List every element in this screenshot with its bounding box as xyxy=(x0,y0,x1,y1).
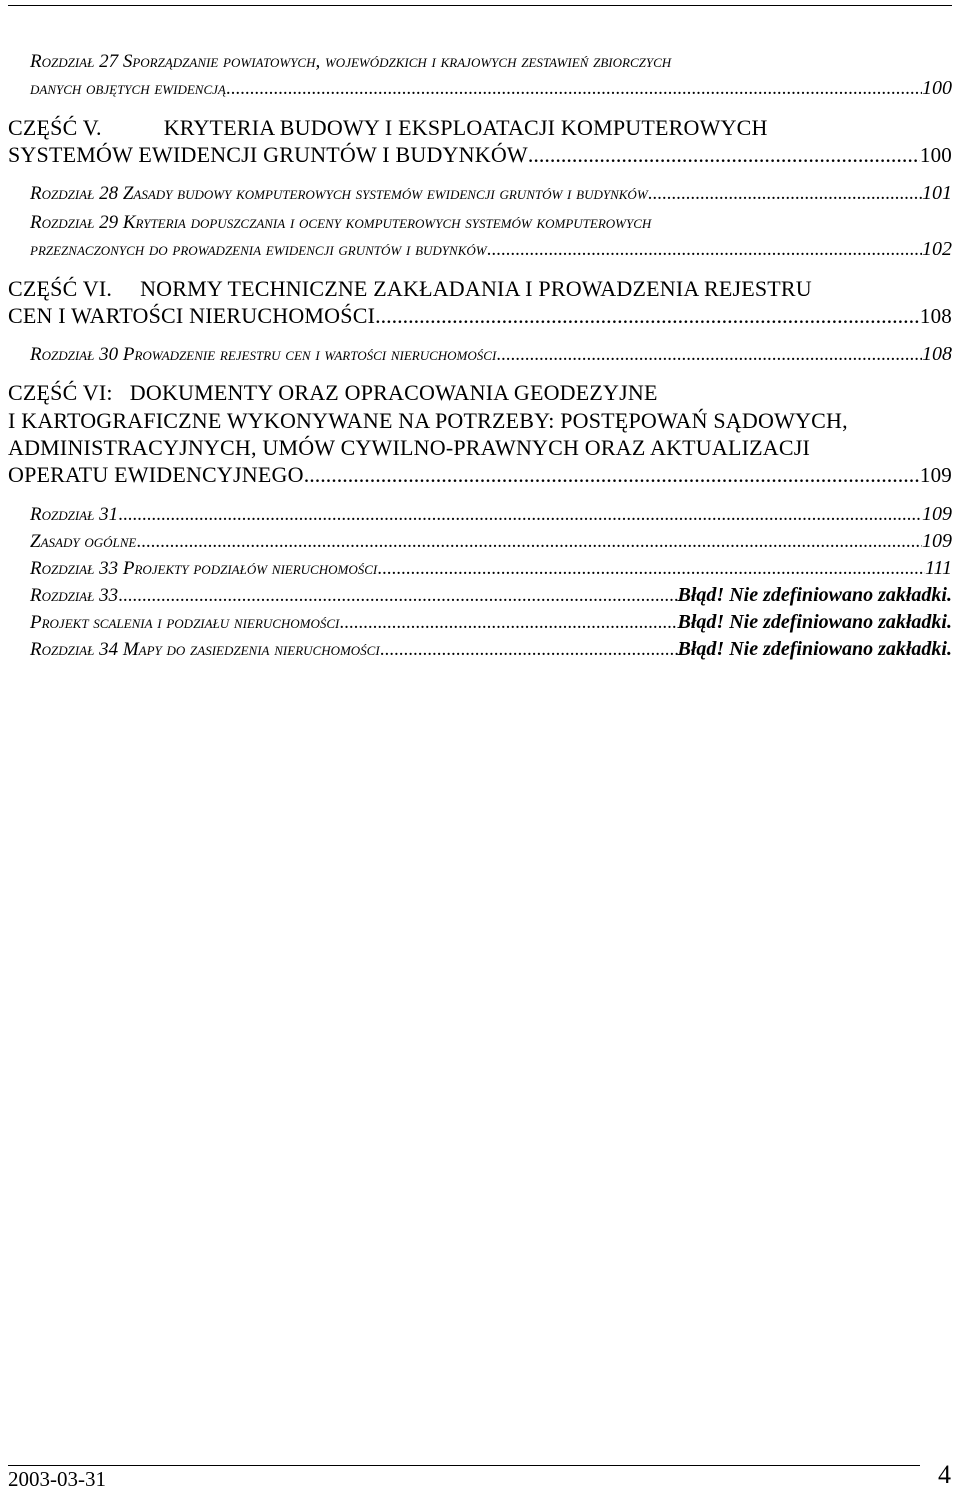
toc-entry-r33a-title: Rozdział 33 Projekty podziałów nieruchomości xyxy=(30,558,378,579)
toc-entry-r29-line1[interactable]: Rozdział 29 Kryteria dopuszczania i oceny komputerowych systemów komputerowych xyxy=(30,212,652,233)
toc-part-vi-line1[interactable] xyxy=(8,276,812,302)
toc-entry-r30-title: Rozdział 30 Prowadzenie rejestru cen i wartości nieruchomości xyxy=(30,344,497,365)
page-number: 100 xyxy=(922,77,952,99)
dot-leader xyxy=(118,504,922,527)
dot-leader xyxy=(136,531,922,554)
toc-entry-zasady[interactable] xyxy=(30,530,952,554)
dot-leader xyxy=(496,344,922,367)
toc-part-vi-line2: CEN I WARTOŚCI NIERUCHOMOŚCI xyxy=(8,303,376,328)
page-number: 109 xyxy=(919,463,952,487)
toc-entry-r30[interactable] xyxy=(30,343,952,367)
page-number: 102 xyxy=(922,238,952,260)
part-title: KRYTERIA BUDOWY I EKSPLOATACJI KOMPUTEROWYCH xyxy=(163,115,768,140)
toc-entry-projekt[interactable] xyxy=(30,611,952,635)
part-label: CZĘŚĆ V. xyxy=(8,115,102,140)
toc-entry-zasady-title: Zasady ogólne xyxy=(30,531,137,552)
dot-leader xyxy=(375,303,920,329)
page-number: 101 xyxy=(922,182,952,204)
dot-leader xyxy=(304,462,920,488)
toc-part-v-line1[interactable] xyxy=(8,115,768,141)
page-number: 109 xyxy=(922,530,952,552)
toc-entry-projekt-title: Projekt scalenia i podziału nieruchomości xyxy=(30,612,340,633)
bookmark-error: Błąd! Nie zdefiniowano zakładki. xyxy=(677,584,952,606)
toc-entry-r27-line1[interactable]: Rozdział 27 Sporządzanie powiatowych, wojewódzkich i krajowych zestawień zbiorczych xyxy=(30,51,672,72)
toc-part-vi[interactable] xyxy=(8,303,952,329)
dot-leader xyxy=(339,612,677,635)
toc-entry-r33b[interactable] xyxy=(30,584,952,608)
page-number: 109 xyxy=(922,503,952,525)
page-number: 108 xyxy=(922,343,952,365)
toc-entry-r27[interactable] xyxy=(30,77,952,101)
toc-entry-r33a[interactable] xyxy=(30,557,952,581)
toc-entry-r34[interactable] xyxy=(30,638,952,662)
top-rule xyxy=(8,5,952,6)
toc-part-v-line2: SYSTEMÓW EWIDENCJI GRUNTÓW I BUDYNKÓW xyxy=(8,142,528,167)
toc-entry-r34-title: Rozdział 34 Mapy do zasiedzenia nieruchomości xyxy=(30,639,380,660)
toc-part-vi-b-line4: OPERATU EWIDENCYJNEGO xyxy=(8,462,304,487)
part-label: CZĘŚĆ VI. xyxy=(8,276,113,301)
toc-entry-r27-line2: danych objętych ewidencją xyxy=(30,78,226,99)
dot-leader xyxy=(118,585,677,608)
toc-entry-r28[interactable] xyxy=(30,182,952,206)
toc-part-vi-b-line2[interactable]: I KARTOGRAFICZNE WYKONYWANE NA POTRZEBY: POSTĘPOWAŃ SĄDOWYCH, xyxy=(8,408,848,433)
toc-entry-r29-line2: przeznaczonych do prowadzenia ewidencji gruntów i budynków xyxy=(30,239,487,260)
toc-entry-r29[interactable] xyxy=(30,238,952,262)
dot-leader xyxy=(226,78,922,101)
toc-part-vi-b[interactable] xyxy=(8,462,952,488)
bookmark-error: Błąd! Nie zdefiniowano zakładki. xyxy=(677,638,952,660)
page-number: 111 xyxy=(924,557,952,579)
bookmark-error: Błąd! Nie zdefiniowano zakładki. xyxy=(677,611,952,633)
dot-leader xyxy=(487,239,922,262)
footer-date: 2003-03-31 xyxy=(8,1467,106,1491)
footer-rule xyxy=(8,1465,920,1466)
dot-leader xyxy=(648,183,922,206)
dot-leader xyxy=(528,142,920,168)
toc-entry-r33b-title: Rozdział 33 xyxy=(30,585,119,606)
part-title: NORMY TECHNICZNE ZAKŁADANIA I PROWADZENIA REJESTRU xyxy=(140,276,812,301)
page-number: 100 xyxy=(919,143,952,167)
toc-part-vi-b-line1[interactable]: CZĘŚĆ VI: DOKUMENTY ORAZ OPRACOWANIA GEODEZYJNE xyxy=(8,380,658,405)
dot-leader xyxy=(377,558,925,581)
page-number: 108 xyxy=(919,304,952,328)
toc-part-v[interactable] xyxy=(8,142,952,168)
toc-part-vi-b-line3[interactable]: ADMINISTRACYJNYCH, UMÓW CYWILNO-PRAWNYCH ORAZ AKTUALIZACJI xyxy=(8,435,811,460)
toc-entry-r31-title: Rozdział 31 xyxy=(30,504,119,525)
toc-entry-r31[interactable] xyxy=(30,503,952,527)
dot-leader xyxy=(380,639,678,662)
toc-entry-r28-title: Rozdział 28 Zasady budowy komputerowych systemów ewidencji gruntów i budynków xyxy=(30,183,648,204)
footer-page-number: 4 xyxy=(938,1460,951,1489)
